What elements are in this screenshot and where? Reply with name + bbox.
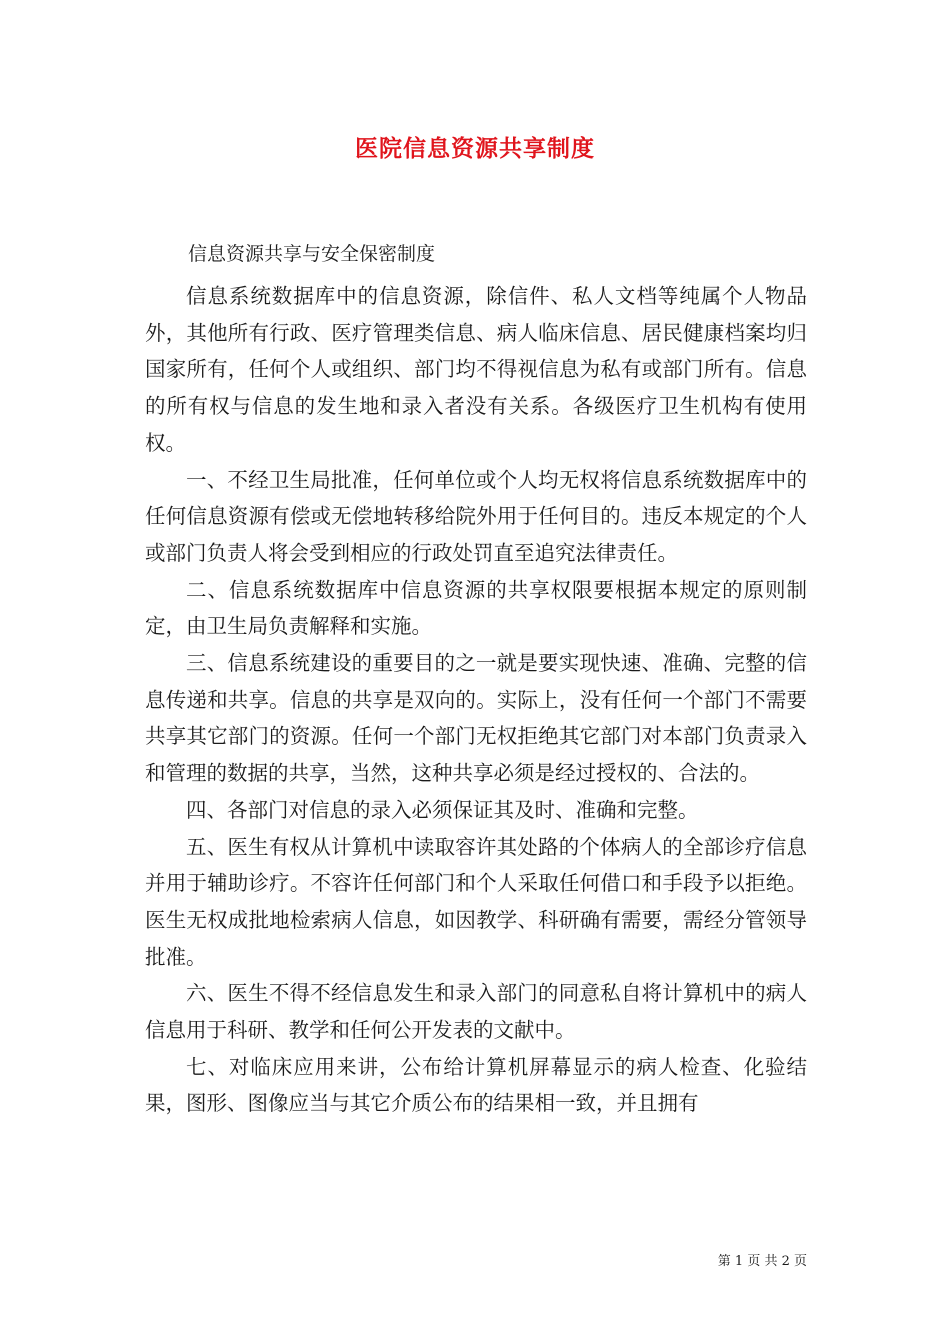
- paragraph-intro: 信息系统数据库中的信息资源，除信件、私人文档等纯属个人物品外，其他所有行政、医疗管理类信息、病人临床信息、居民健康档案均归国家所有，任何个人或组织、部门均不得视信息为私有或部门所有。信息的所有权与信息的发生地和录入者没有关系。各级医疗卫生机构有使用权。: [145, 284, 807, 455]
- paragraph-rule-2: 二、信息系统数据库中信息资源的共享权限要根据本规定的原则制定，由卫生局负责解释和实施。: [145, 577, 807, 639]
- paragraph-rule-3: 三、信息系统建设的重要目的之一就是要实现快速、准确、完整的信息传递和共享。信息的共享是双向的。实际上，没有任何一个部门不需要共享其它部门的资源。任何一个部门无权拒绝其它部门对本部门负责录入和管理的数据的共享，当然，这种共享必须是经过授权的、合法的。: [145, 651, 807, 786]
- paragraph-rule-4: 四、各部门对信息的录入必须保证其及时、准确和完整。: [186, 797, 699, 822]
- paragraph-rule-6: 六、医生不得不经信息发生和录入部门的同意私自将计算机中的病人信息用于科研、教学和任何公开发表的文献中。: [145, 981, 807, 1043]
- document-title: 医院信息资源共享制度: [355, 135, 595, 162]
- paragraph-rule-1: 一、不经卫生局批准，任何单位或个人均无权将信息系统数据库中的任何信息资源有偿或无偿地转移给院外用于任何目的。违反本规定的个人或部门负责人将会受到相应的行政处罚直至追究法律责任。: [145, 467, 807, 565]
- paragraph-rule-7: 七、对临床应用来讲，公布给计算机屏幕显示的病人检查、化验结果，图形、图像应当与其它介质公布的结果相一致，并且拥有: [145, 1054, 807, 1116]
- document-body: [145, 278, 807, 1122]
- document-subtitle: 信息资源共享与安全保密制度: [188, 243, 436, 265]
- paragraph-rule-5: 五、医生有权从计算机中读取容许其处路的个体病人的全部诊疗信息并用于辅助诊疗。不容许任何部门和个人采取任何借口和手段予以拒绝。医生无权成批地检索病人信息，如因教学、科研确有需要，需经分管领导批准。: [145, 834, 807, 969]
- page-number-footer: 第 1 页 共 2 页: [717, 1254, 807, 1269]
